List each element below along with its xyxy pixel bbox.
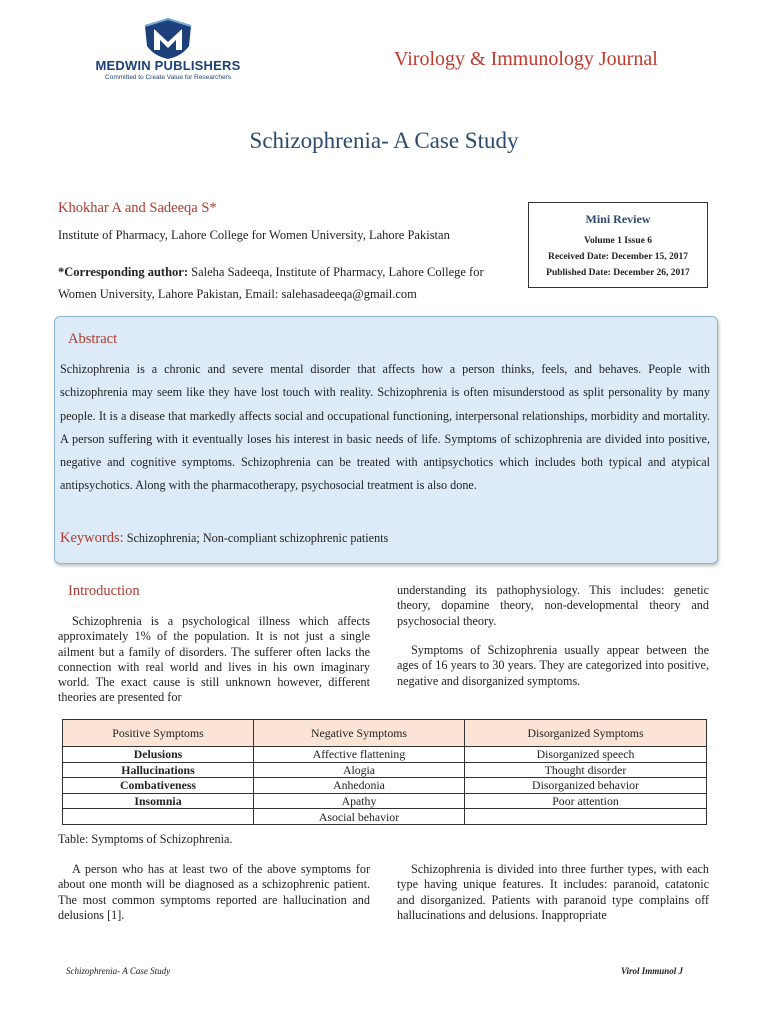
article-type: Mini Review xyxy=(585,212,651,226)
table-row xyxy=(63,809,707,825)
table-cell: Hallucinations xyxy=(63,762,254,778)
table-cell: Thought disorder xyxy=(465,762,707,778)
keywords-text: Schizophrenia; Non-compliant schizophrenic patients xyxy=(123,531,389,545)
shield-logo-icon xyxy=(142,18,194,60)
symptoms-table xyxy=(62,719,707,825)
table-cell: Asocial behavior xyxy=(254,809,465,825)
table-cell: Insomnia xyxy=(63,793,254,809)
article-info-box xyxy=(528,202,708,288)
right-column-paragraph-1: understanding its pathophysiology. This includes: genetic theory, dopamine theory, non-developmental theory and psychosocial theory. xyxy=(397,583,709,628)
table-header-row xyxy=(63,720,707,747)
table-header-disorganized: Disorganized Symptoms xyxy=(465,720,707,747)
introduction-paragraph: Schizophrenia is a psychological illness which affects approximately 1% of the population. It is not just a single ailment but a family of disorders. The sufferer often lacks the connection with real world and lives in his own imaginary world. The exact cause is still unknown however, different theories are presented for xyxy=(58,614,370,705)
volume-issue: Volume 1 Issue 6 xyxy=(583,236,652,246)
table-cell: Combativeness xyxy=(63,778,254,794)
corresponding-text: Saleha Sadeeqa, Institute of Pharmacy, Lahore College for Women University, Lahore Pakistan, Email: salehasadeeqa@gmail.com xyxy=(58,265,484,301)
table-cell xyxy=(63,809,254,825)
received-date: Received Date: December 15, 2017 xyxy=(548,252,688,262)
table-cell: Disorganized speech xyxy=(465,747,707,763)
publisher-name: MEDWIN PUBLISHERS xyxy=(95,58,241,73)
keywords-label: Keywords: xyxy=(60,530,124,546)
corresponding-author xyxy=(58,261,518,305)
abstract-heading: Abstract xyxy=(68,331,118,347)
published-date: Published Date: December 26, 2017 xyxy=(546,268,690,278)
affiliation: Institute of Pharmacy, Lahore College for Women University, Lahore Pakistan xyxy=(58,228,450,242)
table-row xyxy=(63,778,707,794)
abstract-text: Schizophrenia is a chronic and severe mental disorder that affects how a person thinks, feels, and behaves. People with schizophrenia may seem like they have lost touch with reality. Schizophrenia is often misunderstood as split personality by many people. It is a disease that markedly affects social and occupational functioning, interpersonal relationships, morbidity and mortality. A person suffering with it eventually loses his interest in basic needs of life. Symptoms of schizophrenia are divided into positive, negative and cognitive symptoms. Schizophrenia can be treated with antipsychotics which includes both typical and atypical antipsychotics. Along with the pharmacotherapy, psychosocial treatment is also done. xyxy=(60,362,710,493)
keywords xyxy=(60,530,388,547)
footer-article-title: Schizophrenia- A Case Study xyxy=(66,966,171,976)
table-cell: Alogia xyxy=(254,762,465,778)
table-cell: Affective flattening xyxy=(254,747,465,763)
table-cell: Disorganized behavior xyxy=(465,778,707,794)
table-header-positive: Positive Symptoms xyxy=(63,720,254,747)
publisher-tagline: Committed to Create Value for Researchers xyxy=(105,74,231,81)
introduction-heading: Introduction xyxy=(68,583,140,599)
authors: Khokhar A and Sadeeqa S* xyxy=(58,200,217,216)
table-cell: Apathy xyxy=(254,793,465,809)
right-column-paragraph-2: Symptoms of Schizophrenia usually appear between the ages of 16 years to 30 years. They are categorized into positive, negative and disorganized symptoms. xyxy=(397,643,709,688)
table-row xyxy=(63,747,707,763)
table-header-negative: Negative Symptoms xyxy=(254,720,465,747)
abstract-box xyxy=(54,316,718,564)
table-row xyxy=(63,762,707,778)
footer-journal-abbrev: Virol Immunol J xyxy=(621,966,684,976)
corresponding-label: *Corresponding author: xyxy=(58,265,188,279)
publisher-logo xyxy=(88,14,248,84)
journal-title: Virology & Immunology Journal xyxy=(394,48,658,70)
table-cell: Delusions xyxy=(63,747,254,763)
table-cell: Poor attention xyxy=(465,793,707,809)
table-cell xyxy=(465,809,707,825)
lower-left-paragraph: A person who has at least two of the above symptoms for about one month will be diagnosed as a schizophrenic patient. The most common symptoms reported are hallucination and delusions [1]. xyxy=(58,862,370,922)
article-title: Schizophrenia- A Case Study xyxy=(249,128,519,153)
table-cell: Anhedonia xyxy=(254,778,465,794)
table-caption: Table: Symptoms of Schizophrenia. xyxy=(58,832,233,846)
lower-right-paragraph: Schizophrenia is divided into three further types, with each type having unique features. It includes: paranoid, catatonic and disorganized. Patients with paranoid type complains off hallucinations and delusions. Inappropriate xyxy=(397,862,709,922)
table-row xyxy=(63,793,707,809)
